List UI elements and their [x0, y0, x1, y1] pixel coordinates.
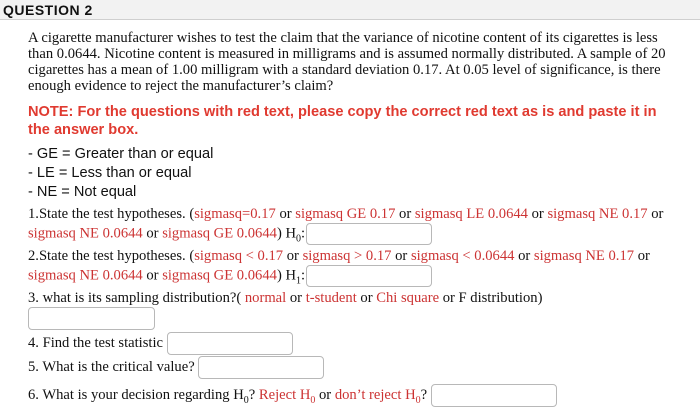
subscript: 1 [296, 275, 301, 287]
option-le: - LE = Less than or equal [28, 165, 192, 181]
q4-text: 4. Find the test statistic [28, 335, 163, 351]
subscript: 0 [243, 394, 249, 406]
q3-option: t-student [305, 290, 357, 306]
q3-prefix: 3. what is its sampling distribution?( [28, 290, 245, 306]
or-text: or [315, 387, 335, 403]
red-text-note: NOTE: For the questions with red text, please copy the correct red text as is and paste it in the answer box. [28, 104, 657, 138]
h1-answer-box[interactable] [306, 265, 432, 287]
q2-option: sigmasq GE 0.0644 [162, 267, 277, 284]
subscript: 0 [415, 394, 421, 406]
question-intro: A cigarette manufacturer wishes to test the claim that the variance of nicotine content of its cigarettes is less than 0.0644. Nicotine content is measured in milligrams and is assumed normally distributed. A sample of 20 cigarettes has a mean of 1.00 milligram with a standard deviation 0.17. At 0.05 level of significance, is there enough evidence to reject the manufacturer’s claim? [28, 30, 666, 94]
q2-option: sigmasq < 0.0644 [410, 248, 515, 264]
hypothesis-symbol: ) H [276, 267, 296, 284]
or-text: or [391, 248, 411, 264]
q2-option: sigmasq NE 0.17 [533, 248, 635, 264]
q2-option: sigmasq < 0.17 [194, 248, 284, 264]
question-4 [28, 332, 680, 355]
or-text: or [356, 290, 377, 306]
q1-option: sigmasq=0.17 [194, 206, 276, 222]
colon: : [301, 267, 306, 284]
q1-option: sigmasq NE 0.0644 [28, 225, 143, 242]
colon: : [301, 225, 306, 242]
q6-option-dont-reject: don’t reject H [334, 387, 416, 403]
or-text: or [142, 225, 163, 242]
hypothesis-symbol: ) H [276, 225, 296, 242]
q6-end: ? [420, 387, 428, 403]
q2-prefix: 2.State the test hypotheses. ( [28, 248, 195, 264]
q3-tail: or F distribution) [439, 290, 543, 306]
q3-option: Chi square [376, 290, 440, 306]
test-statistic-answer-box[interactable] [167, 332, 293, 355]
q3-option: normal [244, 290, 287, 306]
or-text: or [286, 290, 306, 306]
or-text: or [527, 206, 548, 222]
q1-option: sigmasq NE 0.17 [547, 206, 648, 222]
question-header: QUESTION 2 [0, 0, 700, 20]
q1-option: sigmasq GE 0.17 [295, 206, 396, 222]
option-ne: - NE = Not equal [28, 184, 137, 200]
question-3 [28, 290, 680, 306]
q1-option: sigmasq GE 0.0644 [162, 225, 277, 242]
q5-text: 5. What is the critical value? [28, 359, 195, 375]
or-text: or [283, 248, 303, 264]
or-text: or [395, 206, 415, 222]
h0-answer-box[interactable] [306, 223, 432, 245]
or-text: or [634, 248, 650, 264]
option-ge: - GE = Greater than or equal [28, 146, 214, 162]
q2-option: sigmasq > 0.17 [302, 248, 392, 264]
q1-prefix: 1.State the test hypotheses. ( [28, 206, 195, 222]
or-text: or [647, 206, 664, 222]
subscript: 0 [310, 394, 316, 406]
q2-option: sigmasq NE 0.0644 [28, 267, 143, 284]
distribution-answer-box[interactable] [28, 307, 155, 330]
or-text: or [275, 206, 296, 222]
q6-prefix: 6. What is your decision regarding H [28, 387, 244, 403]
q1-option: sigmasq LE 0.0644 [414, 206, 528, 222]
question-2 [28, 248, 680, 287]
or-text: or [142, 267, 163, 284]
q6-qmark: ? [248, 387, 259, 403]
q6-option-reject: Reject H [258, 387, 311, 403]
question-6 [28, 384, 680, 407]
subscript: 0 [296, 233, 301, 245]
question-5 [28, 356, 680, 379]
or-text: or [514, 248, 534, 264]
critical-value-answer-box[interactable] [198, 356, 324, 379]
decision-answer-box[interactable] [431, 384, 557, 407]
question-1 [28, 206, 680, 245]
